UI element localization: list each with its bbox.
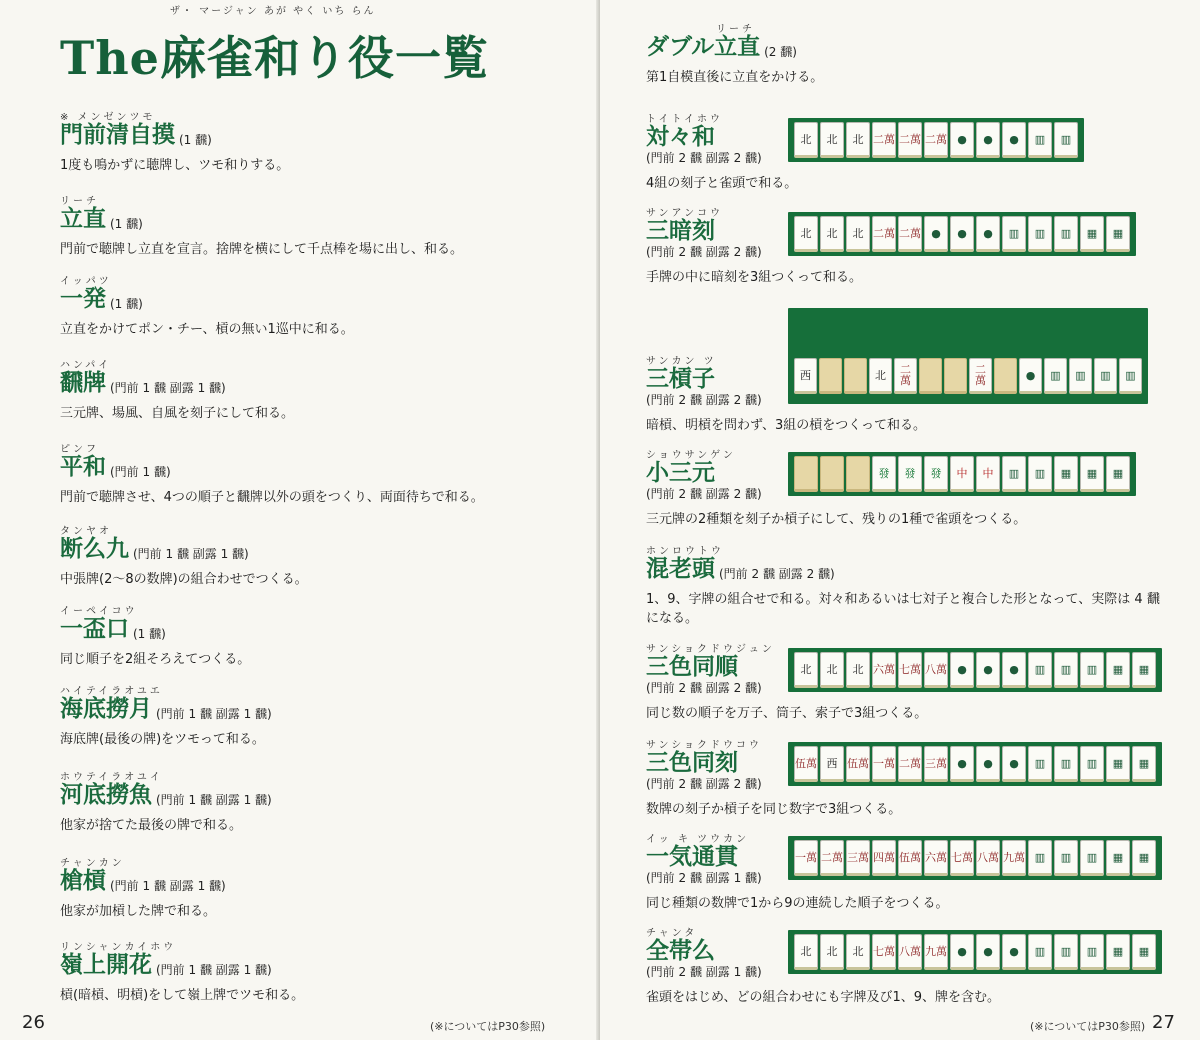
yaku-han: (門前 2 飜 副露 2 飜)	[719, 567, 835, 581]
yaku-entry	[60, 356, 580, 421]
yaku-description: 門前で聴牌させ、4つの順子と飜牌以外の頭をつくり、両面待ちで和る。	[60, 490, 484, 505]
mahjong-tile: 八萬	[976, 840, 1000, 876]
mahjong-tile: 七萬	[950, 840, 974, 876]
mahjong-tile: ▦	[1106, 216, 1130, 252]
mahjong-tile: 發	[872, 456, 896, 492]
mahjong-tile: ▥	[1028, 746, 1052, 782]
mahjong-tile: 北	[820, 934, 844, 970]
mahjong-tile: ▥	[1069, 358, 1092, 394]
mahjong-tile: ▦	[1132, 840, 1156, 876]
yaku-han: (門前 2 飜 副露 2 飜)	[646, 245, 762, 259]
yaku-description: 第1自模直後に立直をかける。	[646, 70, 824, 85]
yaku-reading: ハンパイ	[60, 360, 112, 371]
yaku-description: 槓(暗槓、明槓)をして嶺上牌でツモ和る。	[60, 988, 305, 1003]
yaku-han: (門前 1 飜 副露 1 飜)	[156, 707, 272, 721]
yaku-reading: サンアンコウ	[646, 208, 724, 219]
mahjong-tile: ●	[976, 652, 1000, 688]
mahjong-tile: ▦	[1054, 456, 1078, 492]
yaku-name: 断么九	[60, 535, 129, 562]
yaku-han: (門前 1 飜 副露 1 飜)	[110, 381, 226, 395]
mahjong-tile: ▦	[1106, 456, 1130, 492]
mahjong-tile: ▥	[1002, 456, 1026, 492]
yaku-name: 三槓子	[646, 365, 715, 392]
mahjong-tile: ●	[1002, 122, 1026, 158]
yaku-entry	[60, 682, 580, 747]
yaku-han: (門前 1 飜 副露 1 飜)	[110, 879, 226, 893]
mahjong-tile: ▥	[1028, 122, 1052, 158]
page-number: 26	[22, 1012, 45, 1033]
mahjong-tile: 北	[820, 216, 844, 252]
yaku-description: 同じ種類の数牌で1から9の連続した順子をつくる。	[646, 896, 949, 911]
yaku-reading: ホンロウトウ	[646, 546, 724, 557]
yaku-han: (門前 1 飜 副露 1 飜)	[156, 963, 272, 977]
yaku-name: 三暗刻	[646, 217, 715, 244]
yaku-reading: タンヤオ	[60, 526, 112, 537]
mahjong-tile	[819, 358, 842, 394]
mahjong-tile	[844, 358, 867, 394]
yaku-name: 立直	[60, 205, 106, 232]
yaku-name: 一気通貫	[646, 843, 738, 870]
mahjong-tile: ▥	[1080, 934, 1104, 970]
yaku-name: 全帯么	[646, 937, 715, 964]
tile-strip	[788, 742, 1162, 786]
mahjong-tile: ●	[950, 746, 974, 782]
yaku-reading: ピンフ	[60, 444, 99, 455]
yaku-name: 三色同刻	[646, 749, 738, 776]
mahjong-tile: ▥	[1054, 122, 1078, 158]
yaku-reading: ※ メンゼンツモ	[60, 112, 156, 123]
yaku-reading: トイトイホウ	[646, 114, 723, 125]
yaku-name: 混老頭	[646, 555, 715, 582]
mahjong-tile: 二萬	[872, 122, 896, 158]
yaku-name: 対々和	[646, 123, 715, 150]
mahjong-tile: 北	[846, 122, 870, 158]
mahjong-tile: ●	[950, 652, 974, 688]
right-page	[600, 0, 1200, 1040]
yaku-description: 同じ数の順子を万子、筒子、索子で3組つくる。	[646, 706, 928, 721]
tile-strip	[788, 212, 1136, 256]
yaku-reading: サンカン ツ	[646, 356, 717, 367]
yaku-han: (門前 2 飜 副露 1 飜)	[646, 871, 762, 885]
title-ruby: ザ・ マージャン あが やく いち らん	[170, 6, 376, 17]
mahjong-tile: 二萬	[820, 840, 844, 876]
mahjong-tile: 北	[820, 652, 844, 688]
mahjong-tile: 七萬	[872, 934, 896, 970]
mahjong-tile: ▥	[1054, 652, 1078, 688]
yaku-reading: ハイテイラオユエ	[60, 686, 163, 697]
yaku-entry	[646, 542, 1166, 626]
mahjong-tile: ▥	[1028, 456, 1052, 492]
yaku-description: 立直をかけてポン・チー、槓の無い1巡中に和る。	[60, 322, 354, 337]
left-page	[0, 0, 598, 1040]
yaku-reading: リンシャンカイホウ	[60, 942, 177, 953]
mahjong-tile: ▥	[1002, 216, 1026, 252]
mahjong-tile: 八萬	[924, 652, 948, 688]
yaku-han: (2 飜)	[764, 45, 797, 59]
mahjong-tile: 一萬	[872, 746, 896, 782]
yaku-name: ダブル立直	[646, 33, 761, 60]
mahjong-tile: ▥	[1080, 840, 1104, 876]
mahjong-tile: 北	[794, 652, 818, 688]
yaku-han: (門前 2 飜 副露 2 飜)	[646, 393, 762, 407]
mahjong-tile: 北	[846, 934, 870, 970]
yaku-reading: イッ キ ツウカン	[646, 834, 750, 845]
mahjong-tile: 發	[924, 456, 948, 492]
mahjong-tile	[820, 456, 844, 492]
mahjong-tile: 西	[820, 746, 844, 782]
yaku-description: 暗槓、明槓を問わず、3組の槓をつくって和る。	[646, 418, 926, 433]
yaku-name: 門前清自摸	[60, 121, 175, 148]
mahjong-tile: ▦	[1132, 652, 1156, 688]
tile-strip	[788, 648, 1162, 692]
mahjong-tile: 北	[794, 934, 818, 970]
footnote: (※についてはP30参照)	[430, 1020, 546, 1033]
yaku-name: 三色同順	[646, 653, 738, 680]
mahjong-tile: 一萬	[794, 840, 818, 876]
yaku-name: 海底撈月	[60, 695, 152, 722]
yaku-entry	[60, 768, 580, 833]
yaku-description: 手牌の中に暗刻を3組つくって和る。	[646, 270, 863, 285]
mahjong-tile: ▥	[1054, 216, 1078, 252]
mahjong-tile: 九萬	[1002, 840, 1026, 876]
yaku-han: (門前 2 飜 副露 2 飜)	[646, 777, 762, 791]
mahjong-tile: 三萬	[846, 840, 870, 876]
page-number: 27	[1152, 1012, 1175, 1033]
mahjong-tile	[944, 358, 967, 394]
yaku-description: 1度も鳴かずに聴牌し、ツモ和りする。	[60, 158, 290, 173]
footnote: (※についてはP30参照)	[1030, 1020, 1146, 1033]
mahjong-tile: ▥	[1054, 746, 1078, 782]
mahjong-tile: 中	[950, 456, 974, 492]
yaku-name: 河底撈魚	[60, 781, 152, 808]
yaku-han: (門前 2 飜 副露 2 飜)	[646, 151, 762, 165]
yaku-description: 4組の刻子と雀頭で和る。	[646, 176, 798, 191]
yaku-description: 同じ順子を2組そろえてつくる。	[60, 652, 251, 667]
tile-strip	[788, 836, 1162, 880]
yaku-name: 槍槓	[60, 867, 106, 894]
yaku-description: 三元牌の2種類を刻子か槓子にして、残りの1種で雀頭をつくる。	[646, 512, 1027, 527]
mahjong-tile: 三萬	[924, 746, 948, 782]
yaku-description: 海底牌(最後の牌)をツモって和る。	[60, 732, 265, 747]
yaku-entry	[60, 854, 580, 919]
mahjong-tile: ▥	[1080, 652, 1104, 688]
mahjong-tile: 二萬	[969, 358, 992, 394]
yaku-description: 雀頭をはじめ、どの組合わせにも字牌及び1、9、牌を含む。	[646, 990, 1001, 1005]
mahjong-tile: ●	[976, 746, 1000, 782]
tile-strip	[788, 118, 1084, 162]
mahjong-tile: ▦	[1106, 840, 1130, 876]
mahjong-tile: ▥	[1044, 358, 1067, 394]
mahjong-tile: 中	[976, 456, 1000, 492]
yaku-han: (門前 1 飜)	[110, 465, 171, 479]
mahjong-tile: ▥	[1028, 652, 1052, 688]
yaku-reading: リーチ	[60, 196, 99, 207]
yaku-entry	[60, 272, 580, 337]
mahjong-tile: 北	[846, 216, 870, 252]
yaku-name: 飜牌	[60, 369, 106, 396]
mahjong-tile: ▦	[1106, 746, 1130, 782]
page-title: The麻雀和り役一覧	[60, 31, 489, 85]
mahjong-tile: 二萬	[872, 216, 896, 252]
mahjong-tile: 二萬	[898, 122, 922, 158]
tile-strip	[788, 308, 1148, 404]
yaku-reading: リーチ	[716, 24, 755, 35]
mahjong-tile: 二萬	[898, 746, 922, 782]
yaku-han: (1 飜)	[110, 297, 143, 311]
mahjong-tile: ▥	[1094, 358, 1117, 394]
mahjong-tile: ▥	[1028, 216, 1052, 252]
yaku-entry	[60, 440, 580, 505]
yaku-name: 平和	[60, 453, 106, 480]
yaku-entry	[60, 192, 580, 257]
mahjong-tile: 北	[794, 122, 818, 158]
mahjong-tile: ▥	[1028, 840, 1052, 876]
mahjong-tile: 二萬	[898, 216, 922, 252]
mahjong-tile: ▥	[1080, 746, 1104, 782]
mahjong-tile: 四萬	[872, 840, 896, 876]
mahjong-tile: 九萬	[924, 934, 948, 970]
mahjong-tile: 伍萬	[846, 746, 870, 782]
mahjong-tile: ●	[950, 122, 974, 158]
yaku-han: (1 飜)	[179, 133, 212, 147]
yaku-han: (1 飜)	[110, 217, 143, 231]
yaku-name: 小三元	[646, 459, 715, 486]
mahjong-tile: 伍萬	[794, 746, 818, 782]
yaku-reading: チャンタ	[646, 928, 698, 939]
mahjong-tile: ▦	[1132, 746, 1156, 782]
yaku-description: 1、9、字牌の組合せで和る。対々和あるいは七対子と複合した形となって、実際は 4 飜になる。	[646, 592, 1160, 626]
mahjong-tile: ●	[950, 216, 974, 252]
mahjong-tile: ▥	[1028, 934, 1052, 970]
mahjong-tile: ▥	[1054, 934, 1078, 970]
yaku-han: (1 飜)	[133, 627, 166, 641]
mahjong-tile: ▥	[1054, 840, 1078, 876]
mahjong-tile: ▦	[1132, 934, 1156, 970]
mahjong-tile: 伍萬	[898, 840, 922, 876]
yaku-reading: サンショクドウコウ	[646, 740, 763, 751]
mahjong-tile: 北	[794, 216, 818, 252]
yaku-description: 三元牌、場風、自風を刻子にして和る。	[60, 406, 295, 421]
mahjong-tile: 北	[846, 652, 870, 688]
yaku-reading: イーペイコウ	[60, 606, 138, 617]
mahjong-tile: 發	[898, 456, 922, 492]
mahjong-tile	[919, 358, 942, 394]
mahjong-tile	[794, 456, 818, 492]
mahjong-tile: ▦	[1080, 456, 1104, 492]
mahjong-tile: ●	[976, 934, 1000, 970]
mahjong-tile: ▦	[1106, 934, 1130, 970]
yaku-name: 一盃口	[60, 615, 129, 642]
yaku-han: (門前 2 飜 副露 1 飜)	[646, 965, 762, 979]
mahjong-tile: 六萬	[872, 652, 896, 688]
mahjong-tile: 北	[820, 122, 844, 158]
yaku-name: 嶺上開花	[60, 951, 152, 978]
yaku-entry	[60, 108, 580, 173]
yaku-entry	[60, 938, 580, 1003]
mahjong-tile: 六萬	[924, 840, 948, 876]
mahjong-tile: ●	[1002, 746, 1026, 782]
mahjong-tile: ●	[976, 216, 1000, 252]
yaku-han: (門前 1 飜 副露 1 飜)	[156, 793, 272, 807]
yaku-reading: ホウテイラオユイ	[60, 772, 163, 783]
yaku-description: 他家が加槓した牌で和る。	[60, 904, 217, 919]
yaku-entry	[60, 602, 580, 667]
mahjong-tile: ●	[1019, 358, 1042, 394]
mahjong-tile: 二萬	[924, 122, 948, 158]
mahjong-tile: 二萬	[894, 358, 917, 394]
mahjong-tile: ▥	[1119, 358, 1142, 394]
mahjong-tile	[994, 358, 1017, 394]
mahjong-tile: 西	[794, 358, 817, 394]
yaku-han: (門前 2 飜 副露 2 飜)	[646, 681, 762, 695]
mahjong-tile: 七萬	[898, 652, 922, 688]
yaku-reading: イッパツ	[60, 276, 112, 287]
mahjong-tile: ●	[976, 122, 1000, 158]
yaku-description: 門前で聴牌し立直を宣言。捨牌を横にして千点棒を場に出し、和る。	[60, 242, 464, 257]
yaku-description: 他家が捨てた最後の牌で和る。	[60, 818, 243, 833]
mahjong-tile: ●	[924, 216, 948, 252]
mahjong-tile: ●	[1002, 934, 1026, 970]
mahjong-tile	[846, 456, 870, 492]
yaku-name: 一発	[60, 285, 106, 312]
yaku-description: 数牌の刻子か槓子を同じ数字で3組つくる。	[646, 802, 902, 817]
yaku-description: 中張牌(2〜8の数牌)の組合わせでつくる。	[60, 572, 308, 587]
mahjong-tile: ●	[950, 934, 974, 970]
mahjong-tile: ▦	[1080, 216, 1104, 252]
mahjong-tile: 北	[869, 358, 892, 394]
mahjong-tile: ▦	[1106, 652, 1130, 688]
yaku-han: (門前 1 飜 副露 1 飜)	[133, 547, 249, 561]
yaku-reading: チャンカン	[60, 858, 125, 869]
mahjong-tile: ●	[1002, 652, 1026, 688]
mahjong-tile: 八萬	[898, 934, 922, 970]
yaku-reading: サンショクドウジュン	[646, 644, 775, 655]
tile-strip	[788, 930, 1162, 974]
yaku-entry	[646, 20, 1166, 85]
yaku-entry	[60, 522, 580, 587]
yaku-han: (門前 2 飜 副露 2 飜)	[646, 487, 762, 501]
yaku-reading: ショウサンゲン	[646, 450, 736, 461]
tile-strip	[788, 452, 1136, 496]
